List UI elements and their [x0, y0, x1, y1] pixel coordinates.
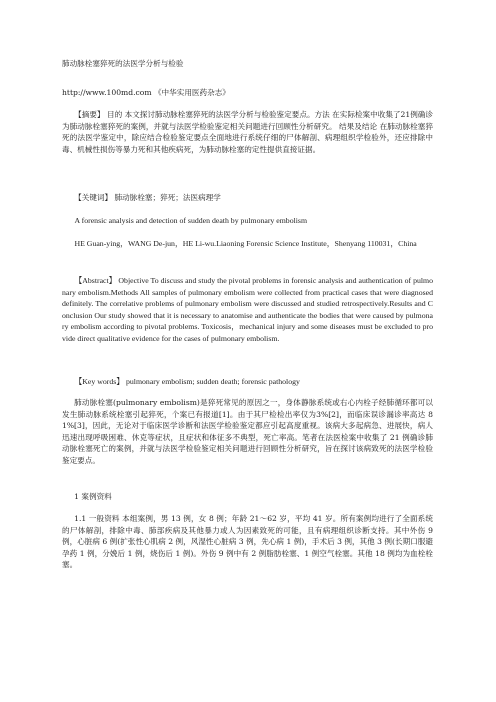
title-en: A forensic analysis and detection of sudden death by pulmonary embolism: [74, 216, 308, 225]
keywords-en: 【Key words】 pulmonary embolism; sudden death; forensic pathology: [74, 377, 300, 386]
paper-title: 肺动脉栓塞猝死的法医学分析与检验: [62, 59, 184, 68]
introduction-paragraph: 肺动脉栓塞(pulmonary embolism)是猝死常见的原因之一，身体静脉系统或右心内栓子经肺循环都可以发生肺动脉系统栓塞引起猝死，个案已有报道[1]。由于其尸检检出率仅为3%[2]，而临床误诊漏诊率高达 81%[3]，因此，无论对于临床医学诊断和法医学检验鉴定都应引起高度重视。该病大多起病急、进展快，病人迅速出现呼吸困难、休克等症状，且症状和体征多不典型，死亡率高。笔者在法医检案中收集了 21 例确诊肺动脉栓塞死亡的案例，并就与法医学检验鉴定相关问题进行回顾性分析研究，旨在探讨该病致死的法医学检验鉴定要点。: [62, 398, 433, 465]
authors-en: HE Guan-ying，WANG De-jun，HE Li-wu.Liaoning Forensic Science Institute，Shenyang 110031，China: [74, 239, 417, 248]
section-1-heading: 1 案例资料: [74, 492, 112, 501]
abstract-cn: 【摘要】 目的 本文探讨肺动脉栓塞猝死的法医学分析与检验鉴定要点。方法 在实际检案中收集了21例确诊为肺动脉栓塞猝死的案例，并就与法医学检验鉴定相关问题进行回顾性分析研究。 结果及结论 在肺动脉栓塞猝死的法医学鉴定中，除应结合检验鉴定要点全面地进行系统仔细的尸体解剖、病理组织学检验外，还应排除中毒、机械性损伤等暴力死和其他疾病死，为肺动脉栓塞的定性提供直接证据。: [62, 110, 433, 154]
source-line: http://www.100md.com 《中华实用医药杂志》: [62, 88, 230, 97]
section-1-paragraph: 1.1 一般资料 本组案例，男 13 例，女 8 例；年龄 21～62 岁，平均 41 岁。所有案例均进行了全面系统的尸体解剖，排除中毒、肺部疾病及其他暴力或人为因素致死的可能，且有病理组织诊断支持。其中外伤 9 例，心脏病 6 例(扩张性心肌病 2 例，风湿性心脏病 3 例，先心病 1 例)，手术后 3 例，其他 3 例(长期口服避孕药 1 例，分娩后 1 例，烧伤后 1 例)。外伤 9 例中有 2 例脂肪栓塞、1 例空气栓塞。其他 18 例均为血栓栓塞。: [62, 514, 433, 570]
abstract-en: 【Abstract】 Objective To discuss and study the pivotal problems in forensic analysis and authentication of pulmonary embolism.Methods All samples of pulmonary embolism were collected from practical cases that were diagnosed definitely. The correlative problems of pulmonary embolism were discussed and studied retrospectively.Results and Conclusion Our study showed that it is necessary to anatomise and authenticate the bodies that were caused by pulmonary embolism according to pivotal problems. Toxicosis，mechanical injury and some diseases must be excluded to provide direct qualitative evidence for the cases of pulmonary embolism.: [62, 276, 434, 343]
keywords-cn: 【关键词】 肺动脉栓塞；猝死；法医病理学: [74, 193, 221, 202]
